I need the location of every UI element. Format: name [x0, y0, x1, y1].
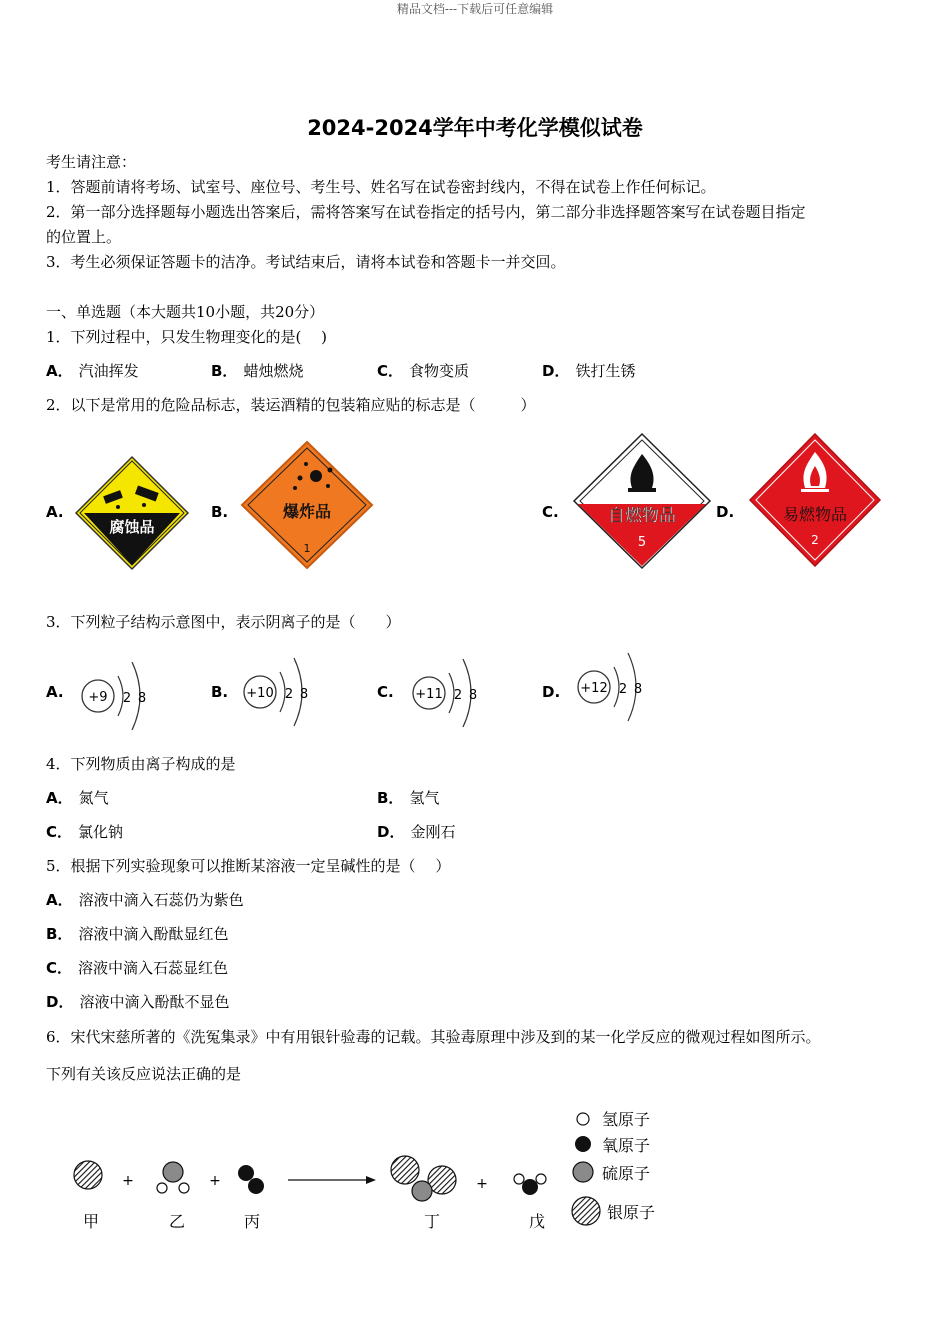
sign-b-class: 1: [303, 542, 311, 555]
atom-diagram-b: [240, 650, 320, 740]
svg-text:+10: +10: [246, 686, 274, 701]
sign-a-text: 腐蚀品: [109, 518, 155, 536]
q2-label-c[interactable]: C.: [542, 503, 559, 521]
legend-hydrogen-icon: [577, 1113, 589, 1125]
species-label: 甲: [82, 1212, 100, 1231]
hydrogen-atom: [514, 1174, 524, 1184]
reaction-diagram: [60, 1100, 700, 1240]
q4-option-b[interactable]: B． 氢气: [377, 789, 440, 807]
q3-label-c[interactable]: C.: [377, 683, 394, 701]
q5-option-d[interactable]: D． 溶液中滴入酚酞不显色: [46, 993, 230, 1011]
notice-item-3: 3．考生必须保证答题卡的洁净。考试结束后，请将本试卷和答题卡一并交回。: [46, 253, 566, 271]
q4-option-d[interactable]: D． 金刚石: [377, 823, 456, 841]
svg-text:2: 2: [284, 687, 294, 702]
species-label: 乙: [168, 1212, 186, 1231]
svg-text:8: 8: [299, 687, 309, 702]
species-label: 丁: [423, 1212, 441, 1231]
legend-hydrogen-label: 氢原子: [602, 1110, 651, 1129]
legend-sulfur-label: 硫原子: [602, 1164, 651, 1183]
arrow-icon: [366, 1176, 376, 1184]
q5-stem: 5．根据下列实验现象可以推断某溶液一定呈碱性的是（ ）: [46, 857, 451, 875]
notice-heading: 考生请注意：: [46, 153, 137, 171]
svg-text:2: 2: [122, 691, 132, 706]
legend-silver-icon: [572, 1197, 600, 1225]
q5-option-b[interactable]: B． 溶液中滴入酚酞显红色: [46, 925, 229, 943]
sign-b-text: 爆炸品: [282, 502, 332, 521]
silver-atom: [74, 1161, 102, 1189]
q1-option-b[interactable]: B． 蜡烛燃烧: [211, 362, 304, 380]
q2-label-b[interactable]: B.: [211, 503, 229, 521]
notice-item-1: 1．答题前请将考场、试室号、座位号、考生号、姓名写在试卷密封线内，不得在试卷上作任何标记。: [46, 178, 716, 196]
q3-label-b[interactable]: B.: [211, 683, 229, 701]
svg-text:+11: +11: [415, 687, 443, 702]
sulfur-atom: [412, 1181, 432, 1201]
sign-c-class: 5: [637, 535, 647, 550]
oxygen-atom: [248, 1178, 264, 1194]
q3-label-d[interactable]: D.: [542, 683, 561, 701]
atom-diagram-a: [78, 650, 158, 740]
svg-text:8: 8: [468, 688, 478, 703]
svg-text:+: +: [476, 1176, 488, 1192]
atom-diagram-d: [574, 642, 654, 732]
species-label: 丙: [243, 1212, 261, 1231]
svg-text:2: 2: [618, 682, 628, 697]
legend-oxygen-icon: [575, 1136, 591, 1152]
flammable-sign: [748, 432, 882, 568]
q3-label-a[interactable]: A.: [46, 683, 64, 701]
notice-item-2: 2．第一部分选择题每小题选出答案后，需将答案写在试卷指定的括号内，第二部分非选择题答案写在试卷题目指定: [46, 203, 806, 221]
svg-text:8: 8: [633, 682, 643, 697]
corrosive-sign: [74, 455, 190, 571]
oxygen-atom: [238, 1165, 254, 1181]
page-header: 精品文档---下载后可任意编辑: [396, 2, 554, 16]
q1-option-d[interactable]: D． 铁打生锈: [542, 362, 636, 380]
section-heading: 一、单选题（本大题共10小题，共20分）: [46, 303, 325, 321]
oxygen-atom: [522, 1179, 538, 1195]
q4-option-c[interactable]: C． 氯化钠: [46, 823, 124, 841]
q2-label-d[interactable]: D.: [716, 503, 735, 521]
q4-option-a[interactable]: A． 氮气: [46, 789, 109, 807]
svg-text:+: +: [122, 1173, 134, 1189]
q2-stem: 2．以下是常用的危险品标志，装运酒精的包装箱应贴的标志是（ ）: [46, 396, 536, 414]
svg-text:+: +: [209, 1173, 221, 1189]
q4-stem: 4．下列物质由离子构成的是: [46, 755, 236, 773]
svg-text:2: 2: [453, 688, 463, 703]
hydrogen-atom: [179, 1183, 189, 1193]
svg-text:+12: +12: [580, 681, 608, 696]
svg-text:+9: +9: [88, 690, 108, 705]
sign-d-class: 2: [811, 533, 819, 547]
svg-text:8: 8: [137, 691, 147, 706]
legend-sulfur-icon: [573, 1162, 593, 1182]
silver-atom: [391, 1156, 419, 1184]
q1-stem: 1．下列过程中，只发生物理变化的是( ): [46, 328, 328, 346]
page-title: 2024-2024学年中考化学模似试卷: [307, 116, 643, 140]
q5-option-c[interactable]: C． 溶液中滴入石蕊显红色: [46, 959, 229, 977]
q6-stem-2: 下列有关该反应说法正确的是: [46, 1065, 242, 1083]
legend-silver-label: 银原子: [607, 1203, 656, 1222]
q1-option-a[interactable]: A． 汽油挥发: [46, 362, 139, 380]
legend-oxygen-label: 氧原子: [602, 1136, 651, 1155]
notice-item-2-cont: 的位置上。: [46, 228, 122, 246]
hydrogen-atom: [536, 1174, 546, 1184]
q5-option-a[interactable]: A． 溶液中滴入石蕊仍为紫色: [46, 891, 244, 909]
q6-stem-1: 6．宋代宋慈所著的《洗冤集录》中有用银针验毒的记载。其验毒原理中涉及到的某一化学反应的微观过程如图所示。: [46, 1028, 821, 1046]
atom-diagram-c: [409, 650, 489, 740]
q3-stem: 3．下列粒子结构示意图中，表示阴离子的是（ ）: [46, 613, 401, 631]
spontaneous-combustion-sign: [572, 432, 712, 570]
sign-c-text: 自燃物品: [608, 506, 676, 526]
q2-label-a[interactable]: A.: [46, 503, 64, 521]
species-label: 戊: [528, 1212, 546, 1231]
sulfur-atom: [163, 1162, 183, 1182]
explosive-sign: [240, 440, 374, 570]
sign-d-text: 易燃物品: [782, 505, 848, 524]
hydrogen-atom: [157, 1183, 167, 1193]
q1-option-c[interactable]: C． 食物变质: [377, 362, 470, 380]
